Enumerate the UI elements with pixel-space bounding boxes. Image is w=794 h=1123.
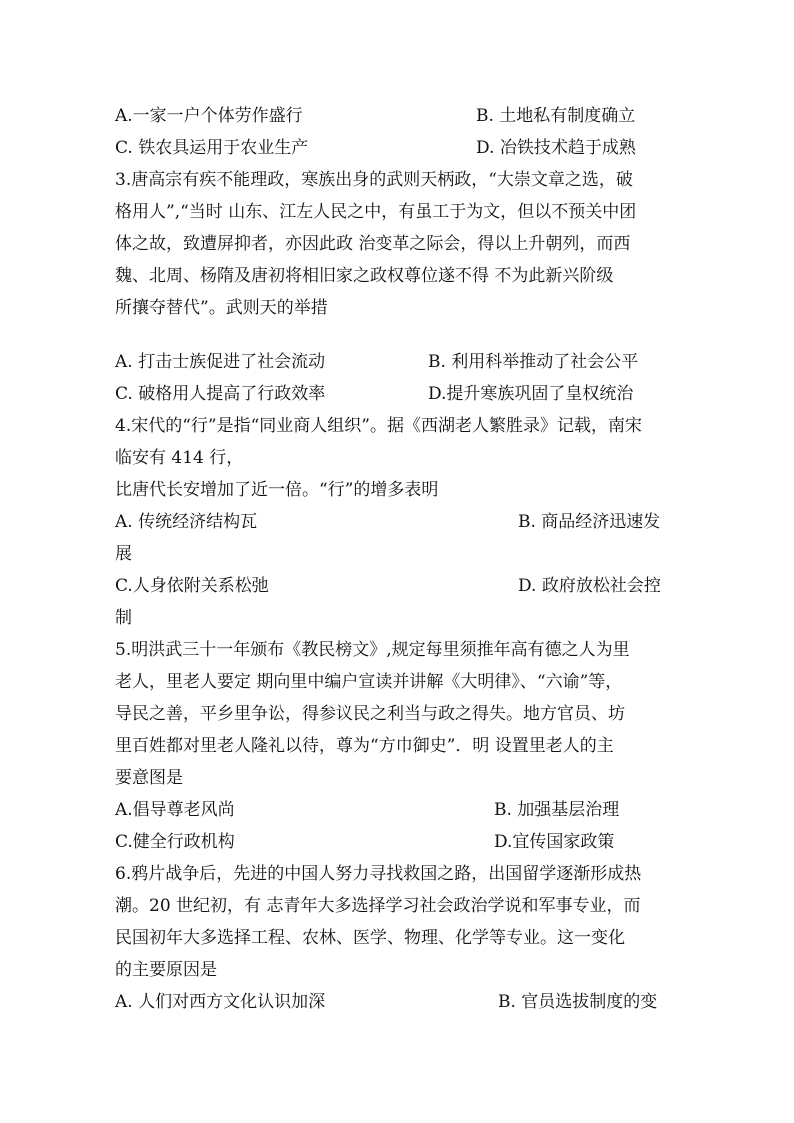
- q5-line: 里百姓都对里老人隆礼以待，尊为“方巾御史”．明 设置里老人的主: [115, 736, 614, 756]
- q2-options-row-1: [115, 100, 685, 132]
- q6-option-b: B. 官员选拔制度的变: [498, 992, 658, 1012]
- q4-line: 临安有 414 行，: [115, 448, 244, 468]
- q4-option-c: C.人身依附关系松弛: [115, 576, 269, 596]
- exam-page: [115, 100, 685, 1018]
- q3-option-d: D.提升寒族巩固了皇权统治: [428, 384, 634, 404]
- q2-option-b: B. 土地私有制度确立: [476, 106, 636, 126]
- q6-line: 6.鸦片战争后，先进的中国人努力寻找救国之路，出国留学逐渐形成热: [115, 864, 642, 884]
- q4-line: 比唐代长安增加了近一倍。“行”的增多表明: [115, 480, 439, 500]
- question-6-stem: [115, 858, 685, 986]
- q5-option-a: A.倡导尊老风尚: [115, 800, 235, 820]
- q3-line: 所攘夺替代”。武则天的举措: [115, 298, 328, 318]
- q3-line: 格用人”,“当时 山东、江左人民之中，有虽工于为文，但以不预关中团: [115, 202, 637, 222]
- q4-option-d: D. 政府放松社会控: [518, 576, 661, 596]
- q5-option-b: B. 加强基层治理: [494, 800, 620, 820]
- q6-options-row-1: [115, 986, 685, 1018]
- q4-line: 4.宋代的“行”是指“同业商人组织”。据《西湖老人繁胜录》记载，南宋: [115, 416, 642, 436]
- q4-option-b-wrap: 展: [115, 544, 132, 564]
- q3-line: 3.唐高宗有疾不能理政，寒族出身的武则天柄政，“大崇文章之选，破: [115, 170, 633, 190]
- q4-option-b: B. 商品经济迅速发: [518, 512, 661, 532]
- q6-option-a: A. 人们对西方文化认识加深: [115, 992, 326, 1012]
- q5-option-d: D.宜传国家政策: [494, 832, 615, 852]
- q3-options-row-1: [115, 346, 685, 378]
- q3-line: 魏、北周、杨隋及唐初将相旧家之政权尊位遂不得 不为此新兴阶级: [115, 266, 614, 286]
- spacer: [115, 324, 685, 346]
- q5-options-row-2: [115, 826, 685, 858]
- q3-option-b: B. 利用科举推动了社会公平: [428, 352, 639, 372]
- question-3-stem: [115, 164, 685, 324]
- q5-line: 导民之善，平乡里争讼，得参议民之利当与政之得失。地方官员、坊: [115, 704, 625, 724]
- q6-line: 民国初年大多选择工程、农林、医学、物理、化学等专业。这一变化: [115, 928, 625, 948]
- q6-line: 潮。20 世纪初，有 志青年大多选择学习社会政治学说和军事专业，而: [115, 896, 641, 916]
- question-4-stem: [115, 410, 685, 506]
- q2-option-d: D. 冶铁技术趋于成熟: [476, 138, 636, 158]
- q5-line: 5.明洪武三十一年颁布《教民榜文》,规定每里须推年高有德之人为里: [115, 640, 630, 660]
- q5-line: 老人，里老人要定 期向里中编户宣读并讲解《大明律》、“六谕”等，: [115, 672, 623, 692]
- q3-option-a: A. 打击士族促进了社会流动: [115, 352, 326, 372]
- q3-option-c: C. 破格用人提高了行政效率: [115, 384, 326, 404]
- q4-option-d-wrap: 制: [115, 608, 132, 628]
- question-5-stem: [115, 634, 685, 794]
- q3-line: 体之故，致遭屏抑者，亦因此政 治变革之际会，得以上升朝列，而西: [115, 234, 631, 254]
- q4-option-a: A. 传统经济结构瓦: [115, 512, 258, 532]
- q2-options-row-2: [115, 132, 685, 164]
- q5-line: 要意图是: [115, 768, 183, 788]
- q2-option-c: C. 铁农具运用于农业生产: [115, 138, 309, 158]
- q4-options-row-2: [115, 570, 685, 602]
- q6-line: 的主要原因是: [115, 960, 217, 980]
- q5-options-row-1: [115, 794, 685, 826]
- q4-options-row-1: [115, 506, 685, 538]
- q2-option-a: A.一家一户个体劳作盛行: [115, 106, 303, 126]
- q3-options-row-2: [115, 378, 685, 410]
- q5-option-c: C.健全行政机构: [115, 832, 235, 852]
